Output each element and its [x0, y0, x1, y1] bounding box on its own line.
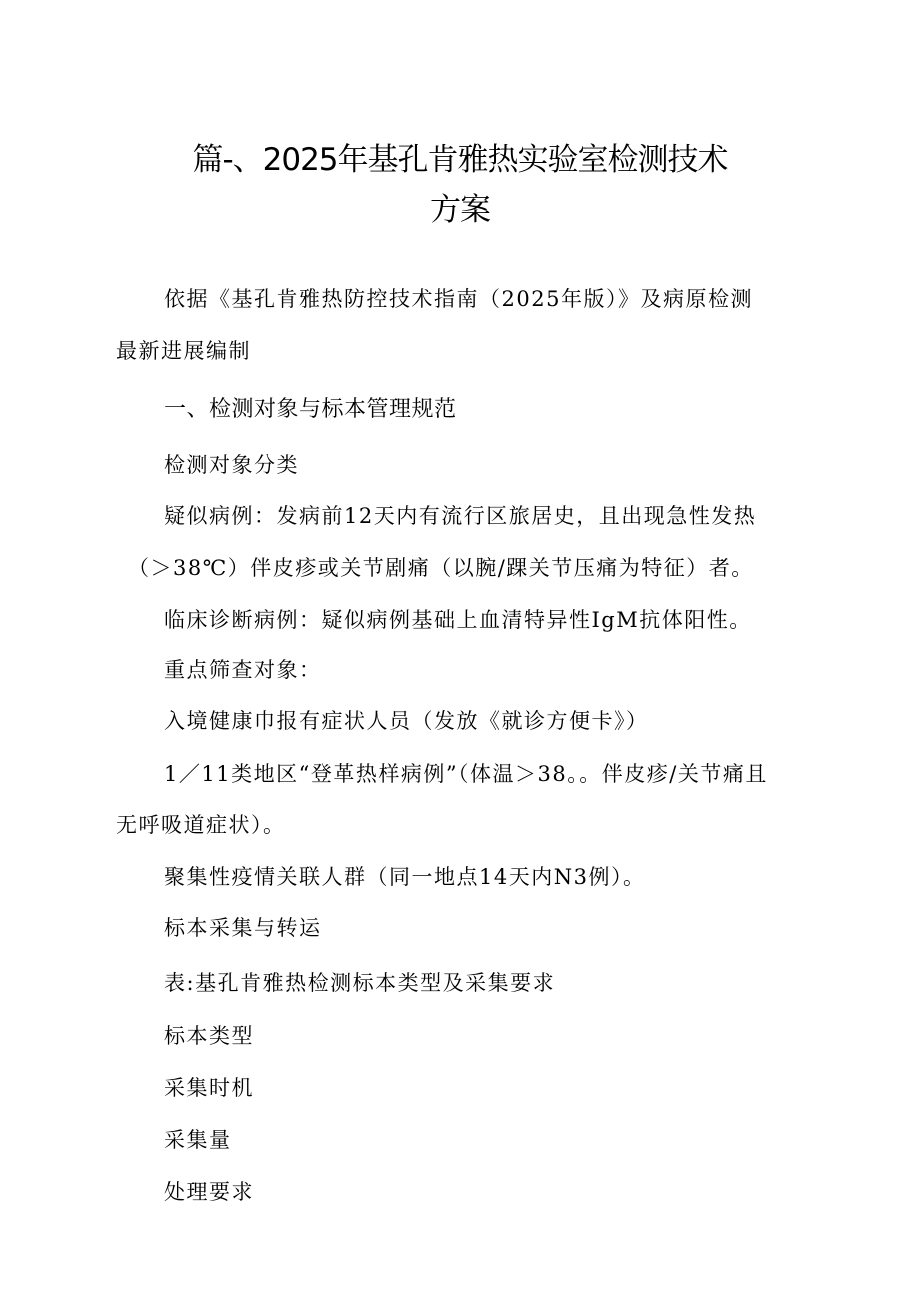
paragraph-suspected-line-1: 疑似病例：发病前12天内有流行区旅居史，且出现急性发热 [164, 504, 757, 528]
paragraph-cluster: 聚集性疫情关联人群（同一地点14天内N3例）。 [164, 865, 646, 889]
paragraph-entry: 入境健康巾报有症状人员（发放《就诊方便卡》） [164, 709, 649, 733]
section-heading: 一、检测对象与标本管理规范 [164, 397, 457, 422]
intro-paragraph-line-2: 最新进展编制 [116, 339, 251, 363]
paragraph-focus: 重点筛查对象： [164, 658, 322, 682]
document-title-line-2: 方案 [430, 192, 490, 228]
column-collection-amount: 采集量 [164, 1128, 232, 1152]
intro-paragraph-line-1: 依据《基孔肯雅热防控技术指南（2025年版）》及病原检测 [164, 287, 753, 311]
paragraph-collection: 标本采集与转运 [164, 916, 322, 940]
table-caption: 表:基孔肯雅热检测标本类型及采集要求 [164, 971, 556, 995]
column-collection-timing: 采集时机 [164, 1076, 254, 1100]
paragraph-clinical: 临床诊断病例：疑似病例基础上血清特异性IgM抗体阳性。 [164, 608, 752, 632]
paragraph-classification: 检测对象分类 [164, 453, 299, 477]
column-processing-requirements: 处理要求 [164, 1180, 254, 1204]
paragraph-suspected-line-2: （＞38℃）伴皮疹或关节剧痛（以腕/踝关节压痛为特征）者。 [128, 556, 754, 580]
document-title-line-1: 篇-、2025年基孔肯雅热实验室检测技术 [192, 142, 728, 178]
paragraph-class-line-2: 无呼吸道症状）。 [116, 813, 286, 837]
paragraph-class-line-1: 1／11类地区“登革热样病例”（体温＞38。。伴皮疹/关节痛且 [164, 762, 768, 786]
column-specimen-type: 标本类型 [164, 1024, 254, 1048]
